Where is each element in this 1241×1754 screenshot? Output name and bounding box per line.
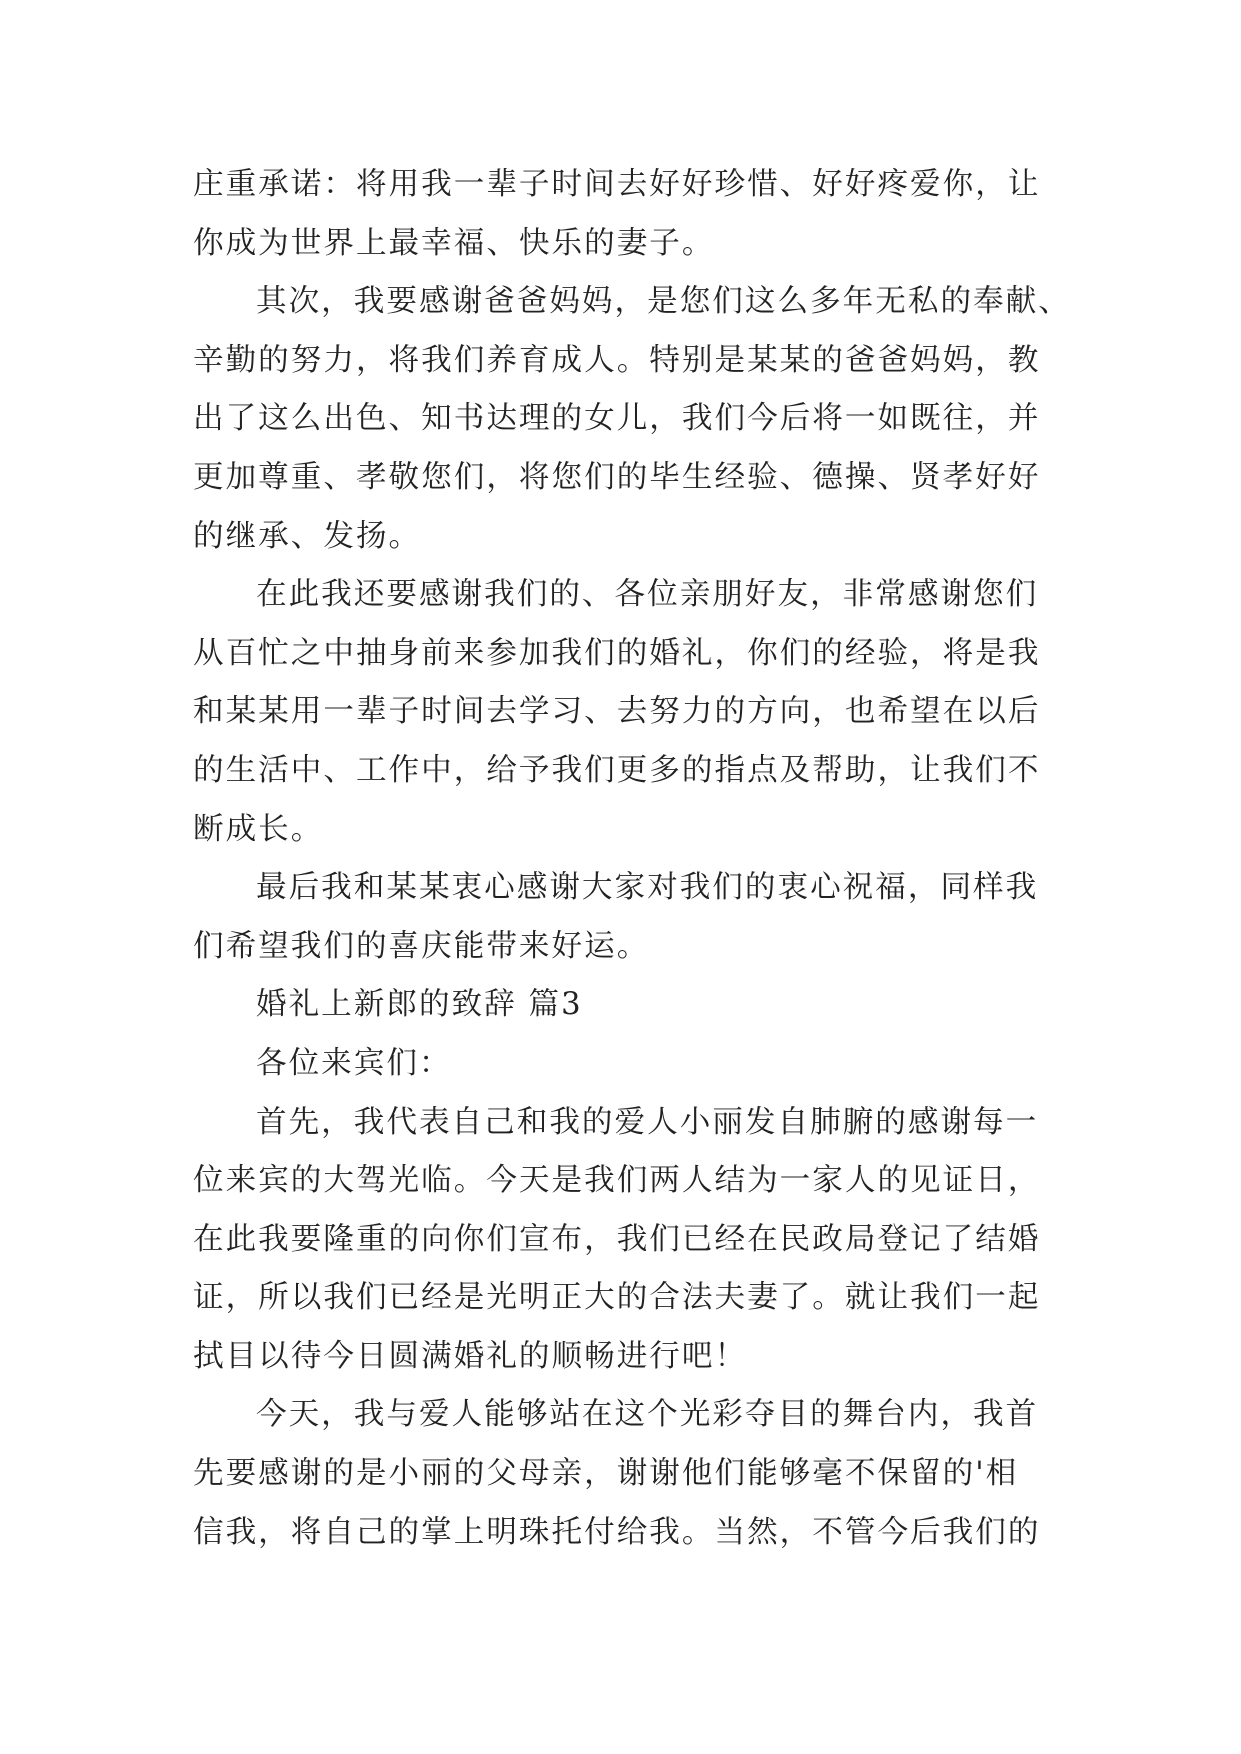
paragraph-start-line: 在此我还要感谢我们的、各位亲朋好友，非常感谢您们	[256, 577, 1039, 613]
text-line: 出了这么出色、知书达理的女儿，我们今后将一如既往，并	[193, 401, 1041, 437]
text-line: 拭目以待今日圆满婚礼的顺畅进行吧！	[193, 1338, 748, 1374]
text-line: 位来宾的大驾光临。今天是我们两人结为一家人的见证日，	[193, 1163, 1041, 1199]
text-line: 的继承、发扬。	[193, 518, 422, 554]
text-line: 庄重承诺：将用我一辈子时间去好好珍惜、好好疼爱你，让	[193, 167, 1041, 202]
text-line: 断成长。	[193, 811, 324, 847]
text-line: 和某某用一辈子时间去学习、去努力的方向，也希望在以后	[193, 694, 1041, 730]
paragraph-start-line: 其次，我要感谢爸爸妈妈，是您们这么多年无私的奉献、	[256, 284, 1071, 320]
text-line: 你成为世界上最幸福、快乐的妻子。	[193, 225, 715, 261]
text-line: 在此我要隆重的向你们宣布，我们已经在民政局登记了结婚	[193, 1221, 1041, 1257]
paragraph-start-line: 最后我和某某衷心感谢大家对我们的衷心祝福，同样我	[256, 870, 1039, 906]
text-line: 们希望我们的喜庆能带来好运。	[193, 928, 650, 964]
salutation-line: 各位来宾们：	[256, 1045, 452, 1081]
paragraph-start-line: 首先，我代表自己和我的爱人小丽发自肺腑的感谢每一	[256, 1104, 1039, 1140]
text-line: 辛勤的努力，将我们养育成人。特别是某某的爸爸妈妈，教	[193, 342, 1041, 378]
text-line: 从百忙之中抽身前来参加我们的婚礼，你们的经验，将是我	[193, 635, 1041, 671]
document-body	[193, 156, 1071, 1562]
text-line: 证，所以我们已经是光明正大的合法夫妻了。就让我们一起	[193, 1280, 1041, 1316]
paragraph-start-line: 今天，我与爱人能够站在这个光彩夺目的舞台内，我首	[256, 1397, 1039, 1433]
text-line: 信我，将自己的掌上明珠托付给我。当然，不管今后我们的	[193, 1514, 1041, 1550]
text-line: 先要感谢的是小丽的父母亲，谢谢他们能够毫不保留的'相	[193, 1456, 1019, 1492]
section-heading: 婚礼上新郎的致辞 篇3	[256, 987, 583, 1023]
text-line: 的生活中、工作中，给予我们更多的指点及帮助，让我们不	[193, 752, 1041, 788]
text-line: 更加尊重、孝敬您们，将您们的毕生经验、德操、贤孝好好	[193, 459, 1041, 495]
